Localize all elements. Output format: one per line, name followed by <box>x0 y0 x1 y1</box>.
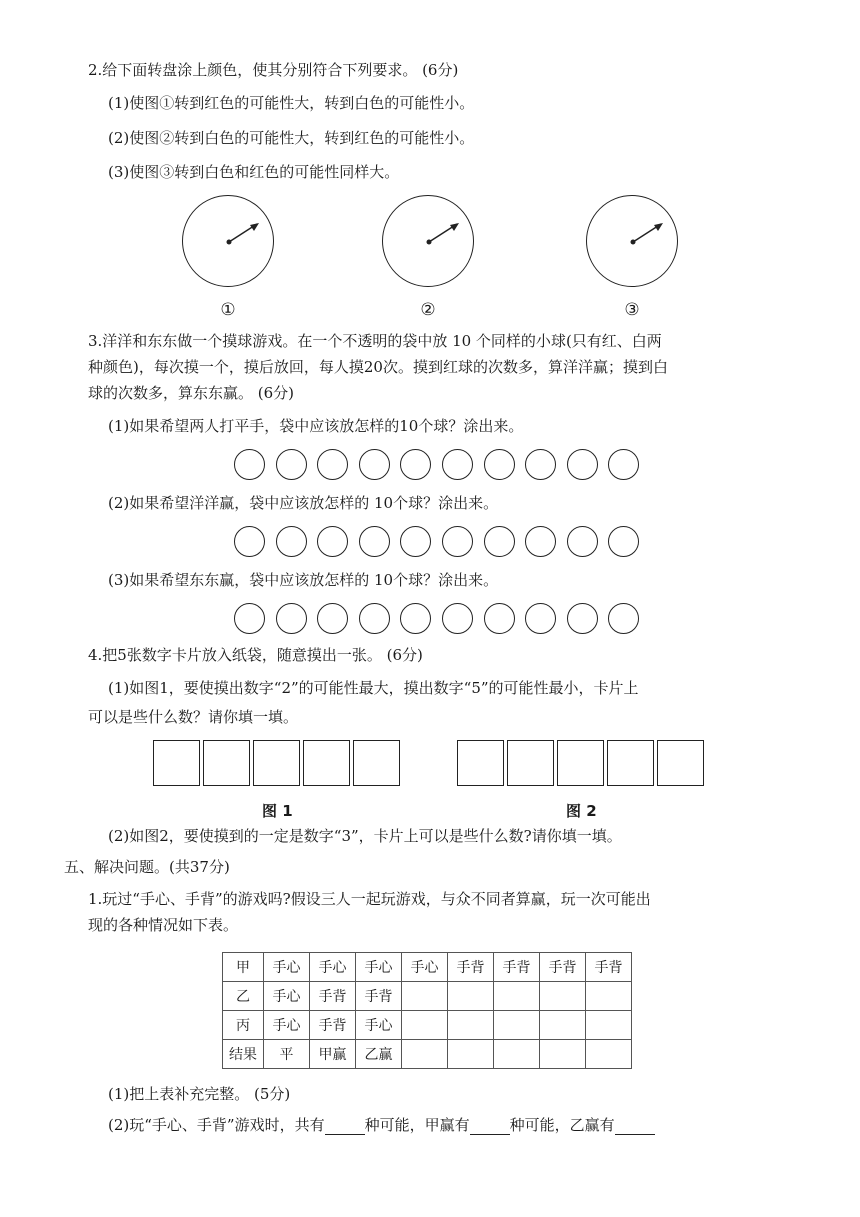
ball[interactable] <box>608 449 639 480</box>
game-table <box>222 952 632 1069</box>
table-row <box>223 1011 632 1040</box>
card-box[interactable] <box>557 740 604 786</box>
ball[interactable] <box>484 449 515 480</box>
table-row <box>223 953 632 982</box>
card-box[interactable] <box>203 740 250 786</box>
ball[interactable] <box>400 449 431 480</box>
table-cell-blank[interactable] <box>540 1040 586 1069</box>
table-cell: 甲 <box>223 953 264 982</box>
q3-line-1: 3.洋洋和东东做一个摸球游戏。在一个不透明的袋中放 10 个同样的小球(只有红、白两 <box>88 332 662 350</box>
ball[interactable] <box>608 526 639 557</box>
answer-blank[interactable] <box>325 1118 365 1135</box>
q3-item-3: (3)如果希望东东赢，袋中应该放怎样的 10个球？涂出来。 <box>108 571 499 589</box>
spinner-1[interactable] <box>182 195 274 287</box>
ball[interactable] <box>484 603 515 634</box>
spinner-label-3: ③ <box>624 300 640 320</box>
table-row <box>223 982 632 1011</box>
ball[interactable] <box>400 603 431 634</box>
answer-blank[interactable] <box>470 1118 510 1135</box>
table-cell-blank[interactable] <box>494 1011 540 1040</box>
ball-row-3 <box>234 603 639 634</box>
ball[interactable] <box>525 526 556 557</box>
card-box[interactable] <box>153 740 200 786</box>
ball[interactable] <box>276 526 307 557</box>
figure-1-label: 图 1 <box>262 802 293 820</box>
s5-q1-line-1: 1.玩过“手心、手背”的游戏吗?假设三人一起玩游戏，与众不同者算赢，玩一次可能出 <box>88 890 651 908</box>
table-cell: 手背 <box>310 982 356 1011</box>
table-cell-blank[interactable] <box>494 982 540 1011</box>
ball-row-1 <box>234 449 639 480</box>
s5-sub-2-part-c: 种可能，乙赢有 <box>509 1116 615 1134</box>
ball[interactable] <box>525 449 556 480</box>
ball[interactable] <box>484 526 515 557</box>
table-row <box>223 1040 632 1069</box>
spinner-3[interactable] <box>586 195 678 287</box>
card-row-fig2 <box>457 740 704 786</box>
s5-q1-line-2: 现的各种情况如下表。 <box>88 916 239 934</box>
table-cell: 手心 <box>264 1011 310 1040</box>
ball[interactable] <box>567 526 598 557</box>
spinner-label-1: ① <box>220 300 236 320</box>
table-cell: 结果 <box>223 1040 264 1069</box>
ball[interactable] <box>359 449 390 480</box>
answer-blank[interactable] <box>615 1118 655 1135</box>
q4-item-2: (2)如图2，要使摸到的一定是数字“3”，卡片上可以是些什么数?请你填一填。 <box>108 827 622 845</box>
ball[interactable] <box>442 603 473 634</box>
q3-item-2: (2)如果希望洋洋赢，袋中应该放怎样的 10个球？涂出来。 <box>108 494 499 512</box>
ball[interactable] <box>359 526 390 557</box>
q3-line-3: 球的次数多，算东东赢。 (6分) <box>88 384 295 402</box>
q4-item-1-line-1: (1)如图1，要使摸出数字“2”的可能性最大，摸出数字“5”的可能性最小，卡片上 <box>108 679 639 697</box>
q3-item-1: (1)如果希望两人打平手，袋中应该放怎样的10个球？涂出来。 <box>108 417 524 435</box>
table-cell: 手心 <box>310 953 356 982</box>
table-cell-blank[interactable] <box>540 982 586 1011</box>
ball[interactable] <box>608 603 639 634</box>
q2-item-2: (2)使图②转到白色的可能性大，转到红色的可能性小。 <box>108 129 475 147</box>
table-cell-blank[interactable] <box>586 1040 632 1069</box>
table-cell: 手背 <box>494 953 540 982</box>
ball[interactable] <box>234 449 265 480</box>
ball[interactable] <box>567 449 598 480</box>
table-cell-blank[interactable] <box>448 982 494 1011</box>
ball[interactable] <box>276 603 307 634</box>
q2-title: 2.给下面转盘涂上颜色，使其分别符合下列要求。 (6分) <box>88 61 459 79</box>
spinner-pointer-icon <box>587 196 679 288</box>
q4-title: 4.把5张数字卡片放入纸袋，随意摸出一张。 (6分) <box>88 646 423 664</box>
table-cell: 手背 <box>586 953 632 982</box>
q3-line-2: 种颜色)，每次摸一个，摸后放回，每人摸20次。摸到红球的次数多，算洋洋赢；摸到白 <box>88 358 668 376</box>
table-cell: 平 <box>264 1040 310 1069</box>
ball[interactable] <box>276 449 307 480</box>
ball[interactable] <box>359 603 390 634</box>
table-cell: 乙赢 <box>356 1040 402 1069</box>
table-cell: 手背 <box>448 953 494 982</box>
spinner-pointer-icon <box>183 196 275 288</box>
card-row-fig1 <box>153 740 400 786</box>
table-cell: 乙 <box>223 982 264 1011</box>
table-cell: 手心 <box>356 1011 402 1040</box>
card-box[interactable] <box>303 740 350 786</box>
ball[interactable] <box>442 526 473 557</box>
figure-2-label: 图 2 <box>566 802 597 820</box>
table-cell: 丙 <box>223 1011 264 1040</box>
ball[interactable] <box>525 603 556 634</box>
table-cell: 甲赢 <box>310 1040 356 1069</box>
ball[interactable] <box>567 603 598 634</box>
q4-item-1-line-2: 可以是些什么数？请你填一填。 <box>88 708 299 726</box>
table-cell-blank[interactable] <box>402 1040 448 1069</box>
q2-item-3: (3)使图③转到白色和红色的可能性同样大。 <box>108 163 400 181</box>
ball[interactable] <box>317 449 348 480</box>
ball[interactable] <box>317 526 348 557</box>
table-cell-blank[interactable] <box>494 1040 540 1069</box>
table-cell-blank[interactable] <box>540 1011 586 1040</box>
ball-row-2 <box>234 526 639 557</box>
table-cell: 手心 <box>356 953 402 982</box>
table-cell: 手心 <box>402 953 448 982</box>
table-cell: 手背 <box>310 1011 356 1040</box>
ball[interactable] <box>234 603 265 634</box>
table-cell-blank[interactable] <box>448 1011 494 1040</box>
card-box[interactable] <box>607 740 654 786</box>
card-box[interactable] <box>353 740 400 786</box>
card-box[interactable] <box>457 740 504 786</box>
ball[interactable] <box>317 603 348 634</box>
table-cell-blank[interactable] <box>448 1040 494 1069</box>
ball[interactable] <box>442 449 473 480</box>
section-5-title: 五、解决问题。(共37分) <box>64 858 230 876</box>
card-box[interactable] <box>253 740 300 786</box>
table-cell: 手心 <box>264 982 310 1011</box>
spinner-pointer-icon <box>383 196 475 288</box>
q2-item-1: (1)使图①转到红色的可能性大，转到白色的可能性小。 <box>108 94 475 112</box>
table-cell: 手背 <box>540 953 586 982</box>
spinner-label-2: ② <box>420 300 436 320</box>
table-cell-blank[interactable] <box>586 1011 632 1040</box>
table-cell: 手心 <box>264 953 310 982</box>
card-box[interactable] <box>657 740 704 786</box>
s5-sub-2 <box>108 1115 655 1135</box>
table-cell-blank[interactable] <box>402 982 448 1011</box>
spinner-2[interactable] <box>382 195 474 287</box>
s5-sub-1: (1)把上表补充完整。 (5分) <box>108 1085 291 1103</box>
s5-sub-2-part-b: 种可能，甲赢有 <box>364 1116 470 1134</box>
ball[interactable] <box>400 526 431 557</box>
ball[interactable] <box>234 526 265 557</box>
table-cell-blank[interactable] <box>586 982 632 1011</box>
table-cell: 手背 <box>356 982 402 1011</box>
s5-sub-2-part-a: (2)玩“手心、手背”游戏时，共有 <box>108 1116 325 1134</box>
table-cell-blank[interactable] <box>402 1011 448 1040</box>
card-box[interactable] <box>507 740 554 786</box>
